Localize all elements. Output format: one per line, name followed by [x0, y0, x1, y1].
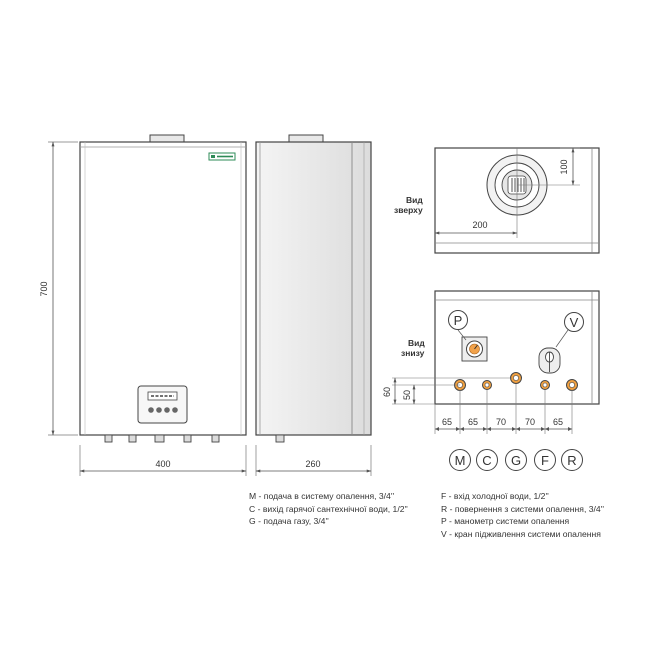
front-view: [39, 135, 246, 476]
view-label-bottom-line1: Вид: [408, 338, 425, 348]
legend-right: [441, 490, 604, 540]
top-view: [394, 148, 599, 253]
control-panel: [138, 386, 187, 423]
dimension-width-400: 400: [155, 459, 171, 469]
connection-letter-C: C: [482, 453, 492, 468]
dimension-spacing-1: 65: [441, 417, 453, 427]
control-button-4: [172, 407, 178, 413]
pipe-stub-side: [276, 435, 284, 442]
legend-item-V: V - кран підживлення системи опалення: [441, 528, 601, 539]
connection-letter-G: G: [510, 453, 522, 468]
flue-collar: [150, 135, 184, 142]
dimension-depth-260: 260: [305, 459, 321, 469]
boiler-body-side: [256, 142, 371, 435]
legend-item-G: G - подача газу, 3/4'': [249, 516, 329, 526]
bottom-view: [382, 291, 599, 434]
legend-left: [249, 490, 408, 528]
dimension-spacing-5: 65: [552, 417, 564, 427]
dimension-spacing-4: 70: [524, 417, 536, 427]
pipe-stub: [184, 435, 191, 442]
dimension-height-700: 700: [39, 281, 49, 297]
control-button-1: [148, 407, 154, 413]
legend-item-P: P - манометр системи опалення: [441, 516, 570, 526]
dimension-spacing-3: 70: [495, 417, 507, 427]
dimension-bottom-60: 60: [382, 386, 392, 398]
dimension-bottom-50: 50: [402, 389, 412, 401]
view-label-bottom-line2: знизу: [401, 348, 425, 358]
legend-item-R: R - повернення з системи опалення, 3/4'': [441, 503, 604, 514]
pipe-stub: [129, 435, 136, 442]
connection-letter-M: M: [454, 453, 466, 468]
pressure-symbol-letter: P: [453, 313, 463, 328]
view-label-top-line2: зверху: [394, 205, 423, 215]
control-button-2: [156, 407, 162, 413]
dimension-top-200: 200: [472, 220, 488, 230]
flue-collar-side: [289, 135, 323, 142]
valve-symbol-letter: V: [569, 315, 579, 330]
connection-labels: [450, 450, 583, 471]
legend-item-F: F - вхід холодної води, 1/2'': [441, 491, 549, 501]
view-label-top-line1: Вид: [406, 195, 423, 205]
dimension-spacing-2: 65: [467, 417, 479, 427]
legend-item-C: C - вихід гарячої сантехнічної води, 1/2'': [249, 503, 408, 514]
legend-item-M: M - подача в систему опалення, 3/4'': [249, 491, 395, 501]
side-view: [256, 135, 371, 476]
connection-letter-R: R: [567, 453, 577, 468]
pipe-stub: [155, 435, 164, 442]
control-button-3: [164, 407, 170, 413]
pipe-stub: [212, 435, 219, 442]
pipe-stub: [105, 435, 112, 442]
dimension-top-100: 100: [559, 159, 569, 175]
connection-letter-F: F: [541, 453, 549, 468]
